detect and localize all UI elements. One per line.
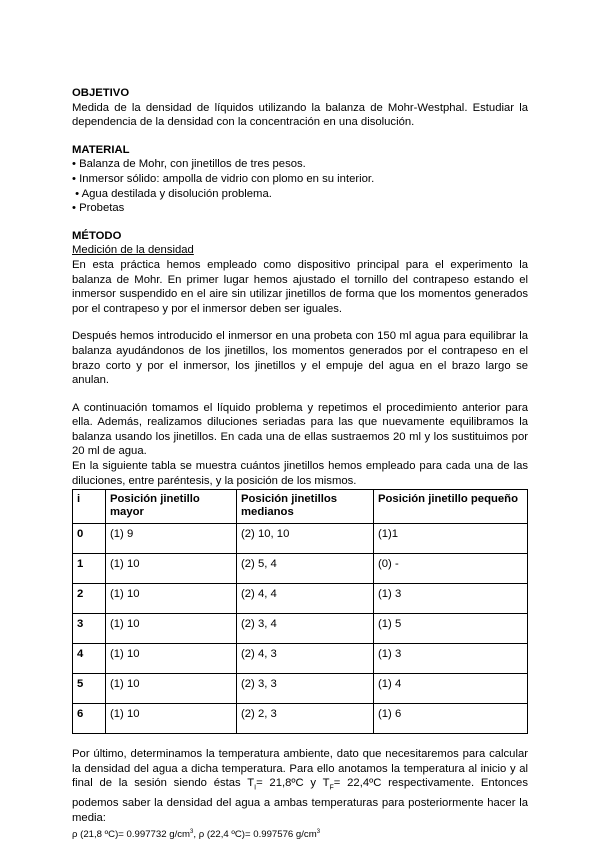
- table-header-row: [73, 490, 528, 524]
- final-paragraph: [72, 747, 528, 825]
- density-value-2: , ρ (22,4 ºC)= 0.997576 g/cm: [193, 829, 317, 841]
- metodo-paragraph-1: En esta práctica hemos empleado como dispositivo principal para el experimento la balanza de Mohr. En primer lugar hemos ajustado el tornillo del contrapeso estando el inmersor suspendido en el aire sin utilizar jinetillos de forma que los momentos generados por el contrapeso y por el inmersor deben ser iguales.: [72, 258, 528, 315]
- metodo-subheading: Medición de la densidad: [72, 244, 194, 257]
- density-value-1: ρ (21,8 ºC)= 0.997732 g/cm: [72, 829, 191, 841]
- table-cell: (0) -: [374, 554, 528, 584]
- metodo-paragraph-2: Después hemos introducido el inmersor en una probeta con 150 ml agua para equilibrar la balanza ayudándonos de los jinetillos, los momentos generados por el contrapeso en el brazo corto y por el inmersor, los jinetillos y el empuje del agua en el brazo largo se anulan.: [72, 330, 528, 387]
- table-cell: (1) 3: [374, 644, 528, 674]
- material-item: • Balanza de Mohr, con jinetillos de tres pesos.: [72, 158, 306, 171]
- material-item: • Probetas: [72, 202, 125, 215]
- table-cell: (1) 10: [106, 674, 237, 704]
- table-cell: 0: [73, 524, 106, 554]
- table-row: [73, 584, 528, 614]
- table-cell: 2: [73, 584, 106, 614]
- jinetillos-table: [72, 489, 528, 734]
- final-text-a: Por último, determinamos la temperatura ambiente, dato que necesitaremos para calcular la densidad del agua a dicha temperatura. Para ello anotamos la temperatura al inicio y al final de la sesión siendo éstas T: [72, 748, 528, 790]
- table-cell: (1) 10: [106, 584, 237, 614]
- table-cell: (2) 3, 4: [237, 614, 374, 644]
- table-cell: 4: [73, 644, 106, 674]
- density-values: [72, 825, 528, 843]
- objetivo-text: Medida de la densidad de líquidos utilizando la balanza de Mohr-Westphal. Estudiar la dependencia de la densidad con la concentración en una disolución.: [72, 101, 528, 129]
- table-row: [73, 644, 528, 674]
- table-cell: (1)1: [374, 524, 528, 554]
- final-text-c: = 22,4ºC respectivamente. Entonces podemos saber la densidad del agua a ambas temperaturas para posteriormente hacer la media:: [72, 777, 528, 824]
- table-cell: (1) 9: [106, 524, 237, 554]
- metodo-paragraph-3: A continuación tomamos el líquido problema y repetimos el procedimiento anterior para ella. Además, realizamos diluciones seriadas para las que nuevamente equilibramos la balanza usando los jinetillos. En cada una de ellas sustraemos 20 ml y los sustituimos por 20 ml de agua.: [72, 401, 528, 458]
- table-cell: (1) 5: [374, 614, 528, 644]
- table-header-cell: Posición jinetillo pequeño: [374, 490, 528, 524]
- material-item: • Inmersor sólido: ampolla de vidrio con plomo en su interior.: [72, 172, 375, 185]
- table-cell: (2) 4, 4: [237, 584, 374, 614]
- table-cell: 3: [73, 614, 106, 644]
- table-cell: (1) 10: [106, 704, 237, 734]
- document-page: [72, 86, 528, 843]
- table-cell: (1) 10: [106, 644, 237, 674]
- objetivo-heading: OBJETIVO: [72, 87, 130, 99]
- material-item: • Agua destilada y disolución problema.: [72, 187, 272, 200]
- cm3-superscript: 3: [316, 829, 321, 836]
- cm3-superscript: 3: [190, 829, 194, 836]
- table-cell: (2) 10, 10: [237, 524, 374, 554]
- final-text-b: = 21,8ºC y T: [256, 777, 330, 790]
- table-cell: 5: [73, 674, 106, 704]
- table-row: [73, 554, 528, 584]
- table-row: [73, 614, 528, 644]
- tf-subscript: F: [329, 784, 334, 792]
- table-cell: 6: [73, 704, 106, 734]
- table-cell: (2) 2, 3: [237, 704, 374, 734]
- table-cell: (1) 4: [374, 674, 528, 704]
- table-row: [73, 674, 528, 704]
- metodo-paragraph-4: En la siguiente tabla se muestra cuántos jinetillos hemos empleado para cada una de las diluciones, entre paréntesis, y la posición de los mismos.: [72, 460, 528, 487]
- table-row: [73, 704, 528, 734]
- table-cell: (2) 4, 3: [237, 644, 374, 674]
- table-cell: 1: [73, 554, 106, 584]
- table-cell: (1) 10: [106, 614, 237, 644]
- table-header-cell: Posición jinetillo mayor: [106, 490, 237, 524]
- ti-subscript: I: [254, 784, 257, 792]
- table-cell: (2) 5, 4: [237, 554, 374, 584]
- table-cell: (1) 10: [106, 554, 237, 584]
- table-row: [73, 524, 528, 554]
- table-cell: (2) 3, 3: [237, 674, 374, 704]
- table-cell: (1) 3: [374, 584, 528, 614]
- table-header-cell: i: [73, 490, 106, 524]
- table-cell: (1) 6: [374, 704, 528, 734]
- metodo-heading: MÉTODO: [72, 229, 122, 242]
- table-header-cell: Posición jinetillos medianos: [237, 490, 374, 524]
- material-list: [72, 157, 528, 215]
- material-heading: MATERIAL: [72, 143, 130, 156]
